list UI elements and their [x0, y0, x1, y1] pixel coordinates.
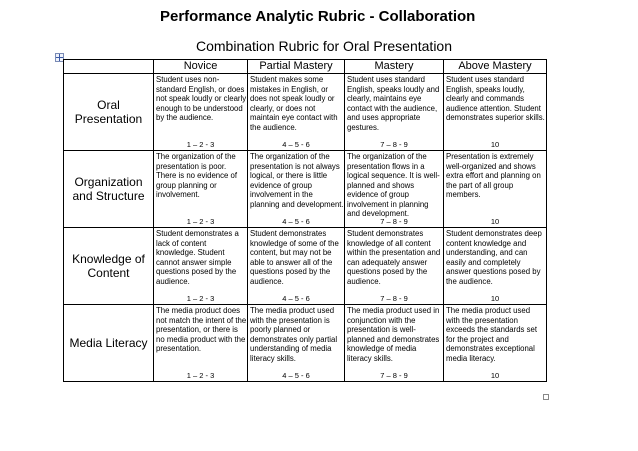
- cell-score: 1 – 2 - 3: [186, 216, 215, 226]
- column-header-above-mastery: Above Mastery: [444, 60, 547, 74]
- rubric-cell: [444, 305, 547, 382]
- rubric-cell: [154, 305, 248, 382]
- cell-score: 4 – 5 - 6: [282, 216, 310, 226]
- cell-description: The organization of the presentation flows in a logical sequence. It is well-planned and shows evidence of group involvement in planning and development.: [347, 152, 440, 218]
- rubric-cell: [444, 228, 547, 305]
- cell-description: The media product used with the presentation exceeds the standards set for the project and demonstrates exceptional media literacy.: [446, 306, 538, 363]
- cell-description: Student demonstrates knowledge of all content within the presentation and can adequately answer questions posed by the audience.: [347, 229, 441, 286]
- table-row: [64, 74, 547, 151]
- rubric-cell: [345, 151, 444, 228]
- rubric-cell: [154, 228, 248, 305]
- cell-score: 10: [490, 139, 500, 149]
- cell-score: 10: [490, 370, 500, 380]
- table-row: [64, 305, 547, 382]
- cell-score: 10: [490, 293, 500, 303]
- rubric-cell: [444, 151, 547, 228]
- table-row: [64, 151, 547, 228]
- cell-description: Student uses non-standard English, or does not speak loudly or clearly enough to be understood by the audience.: [156, 75, 247, 122]
- rubric-cell: [345, 228, 444, 305]
- rubric-cell: [248, 305, 345, 382]
- cell-description: Student demonstrates knowledge of some of the content, but may not be able to answer all of the questions posed by the audience.: [250, 229, 339, 286]
- rubric-table: [63, 59, 547, 382]
- cell-score: 4 – 5 - 6: [282, 293, 310, 303]
- cell-description: Student uses standard English, speaks loudly and clearly, maintains eye contact with the audience, and uses appropriate gestures.: [347, 75, 440, 132]
- rubric-cell: [345, 305, 444, 382]
- cell-description: Presentation is extremely well-organized and shows extra effort and planning on the part of all group members.: [446, 152, 541, 199]
- rubric-cell: [154, 151, 248, 228]
- rubric-cell: [248, 228, 345, 305]
- rubric-cell: [248, 151, 345, 228]
- column-header-novice: Novice: [154, 60, 248, 74]
- column-header-mastery: Mastery: [345, 60, 444, 74]
- cell-score: 4 – 5 - 6: [282, 139, 310, 149]
- criterion-label: Organization and Structure: [64, 151, 154, 228]
- cell-score: 1 – 2 - 3: [186, 139, 215, 149]
- table-row: [64, 228, 547, 305]
- criterion-label: Media Literacy: [64, 305, 154, 382]
- cell-description: The media product used in conjunction with the presentation is well-planned and demonstrates knowledge of media literacy skills.: [347, 306, 440, 363]
- page-title: Performance Analytic Rubric - Collaboration: [160, 8, 476, 25]
- cell-score: 1 – 2 - 3: [186, 293, 215, 303]
- cell-score: 7 – 8 - 9: [380, 216, 408, 226]
- cell-score: 4 – 5 - 6: [282, 370, 310, 380]
- criterion-label: Knowledge of Content: [64, 228, 154, 305]
- cell-description: Student uses standard English, speaks loudly, clearly and commands audience attention. Student demonstrates superior skills.: [446, 75, 545, 122]
- cell-description: The organization of the presentation is not always logical, or there is little evidence of group involvement in the planning and development.: [250, 152, 344, 209]
- rubric-cell: [154, 74, 248, 151]
- table-resize-handle-icon[interactable]: [543, 394, 549, 400]
- cell-description: Student demonstrates deep content knowledge and understanding, and can easily and completely answer questions posed by the audience.: [446, 229, 542, 286]
- cell-score: 10: [490, 216, 500, 226]
- header-row: [64, 60, 547, 74]
- criterion-label: Oral Presentation: [64, 74, 154, 151]
- rubric-cell: [444, 74, 547, 151]
- column-header-partial-mastery: Partial Mastery: [248, 60, 345, 74]
- cell-score: 7 – 8 - 9: [380, 293, 408, 303]
- cell-description: Student makes some mistakes in English, or does not speak loudly or clearly, or does not maintain eye contact with the audience.: [250, 75, 338, 132]
- rubric-caption: Combination Rubric for Oral Presentation: [196, 38, 453, 54]
- cell-score: 1 – 2 - 3: [186, 370, 215, 380]
- cell-description: The media product does not match the intent of the presentation, or there is no media product with the presentation.: [156, 306, 247, 353]
- rubric-cell: [248, 74, 345, 151]
- cell-score: 7 – 8 - 9: [380, 139, 408, 149]
- cell-description: The organization of the presentation is poor. There is no evidence of group planning or involvement.: [156, 152, 238, 199]
- cell-score: 7 – 8 - 9: [380, 370, 408, 380]
- cell-description: Student demonstrates a lack of content knowledge. Student cannot answer simple questions posed by the audience.: [156, 229, 239, 286]
- corner-cell: [64, 60, 154, 74]
- cell-description: The media product used with the presentation is poorly planned or demonstrates only partial understanding of media literacy skills.: [250, 306, 338, 363]
- rubric-cell: [345, 74, 444, 151]
